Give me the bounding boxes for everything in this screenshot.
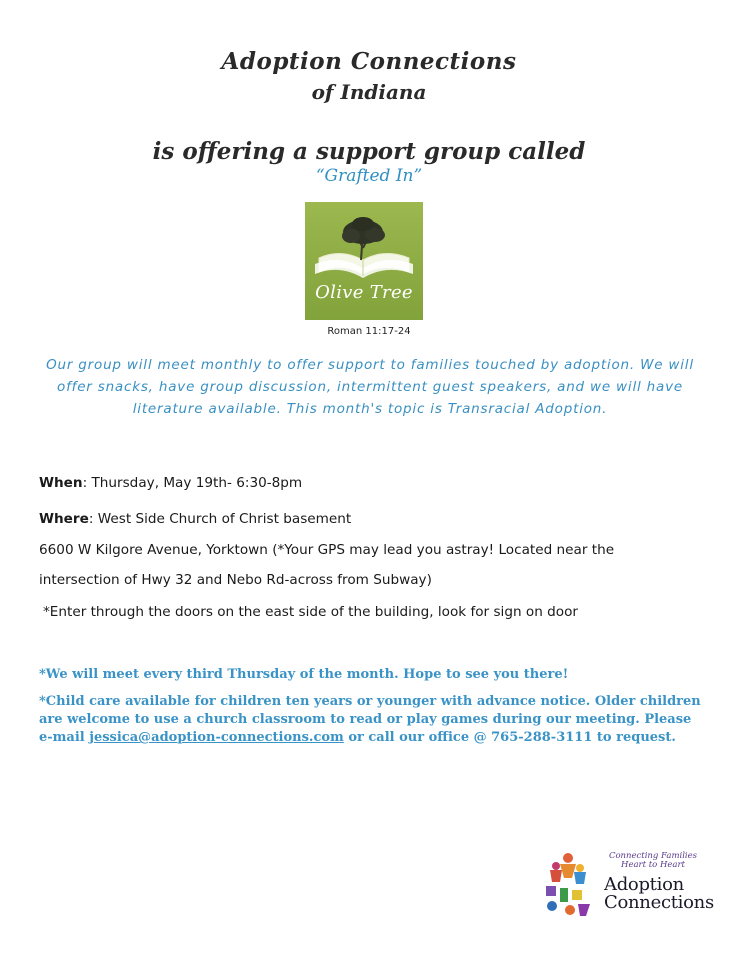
meeting-schedule-note: *We will meet every third Thursday of the month. Hope to see you there!	[39, 667, 569, 682]
when-line	[39, 475, 302, 491]
where-line	[39, 511, 351, 527]
org-title: Adoption Connections	[221, 48, 517, 75]
brand-name-line-1: Adoption	[604, 874, 684, 895]
entry-note: *Enter through the doors on the east side of the building, look for sign on door	[43, 604, 578, 620]
olive-tree-logo	[305, 202, 423, 320]
brand-name-line-2: Connections	[604, 892, 714, 913]
group-name: “Grafted In”	[315, 166, 423, 186]
address-line-1: 6600 W Kilgore Avenue, Yorktown (*Your GPS may lead you astray! Located near the	[39, 542, 615, 558]
logo-text: Olive Tree	[315, 282, 413, 303]
childcare-text: *Child care available for children ten years or younger with advance notice. Older children are welcome to use a church classroom to read or play games during our meeting. Please e-mail	[39, 694, 701, 745]
tagline-line-1: Connecting Families	[608, 851, 698, 861]
email-link[interactable]: jessica@adoption-connections.com	[89, 730, 344, 745]
family-figures-icon	[538, 852, 602, 922]
where-value: : West Side Church of Christ basement	[88, 511, 352, 527]
childcare-note	[39, 693, 704, 747]
childcare-contact-text: or call our office @ 765-288-3111 to request.	[343, 730, 676, 745]
offer-heading: is offering a support group called	[152, 138, 586, 165]
tagline-line-2: Heart to Heart	[621, 860, 685, 870]
where-label: Where	[39, 511, 89, 527]
logo-tagline	[598, 852, 708, 870]
scripture-reference: Roman 11:17-24	[327, 326, 411, 337]
org-subtitle: of Indiana	[311, 80, 427, 104]
address-line-2: intersection of Hwy 32 and Nebo Rd-across from Subway)	[39, 572, 432, 588]
when-label: When	[39, 475, 83, 491]
intro-paragraph: Our group will meet monthly to offer support to families touched by adoption. We will offer snacks, have group discussion, intermittent guest speakers, and we will have literature available. This month's topic is Transracial Adoption.	[46, 357, 694, 417]
when-value: : Thursday, May 19th- 6:30-8pm	[82, 475, 303, 491]
adoption-connections-logo	[538, 846, 714, 922]
